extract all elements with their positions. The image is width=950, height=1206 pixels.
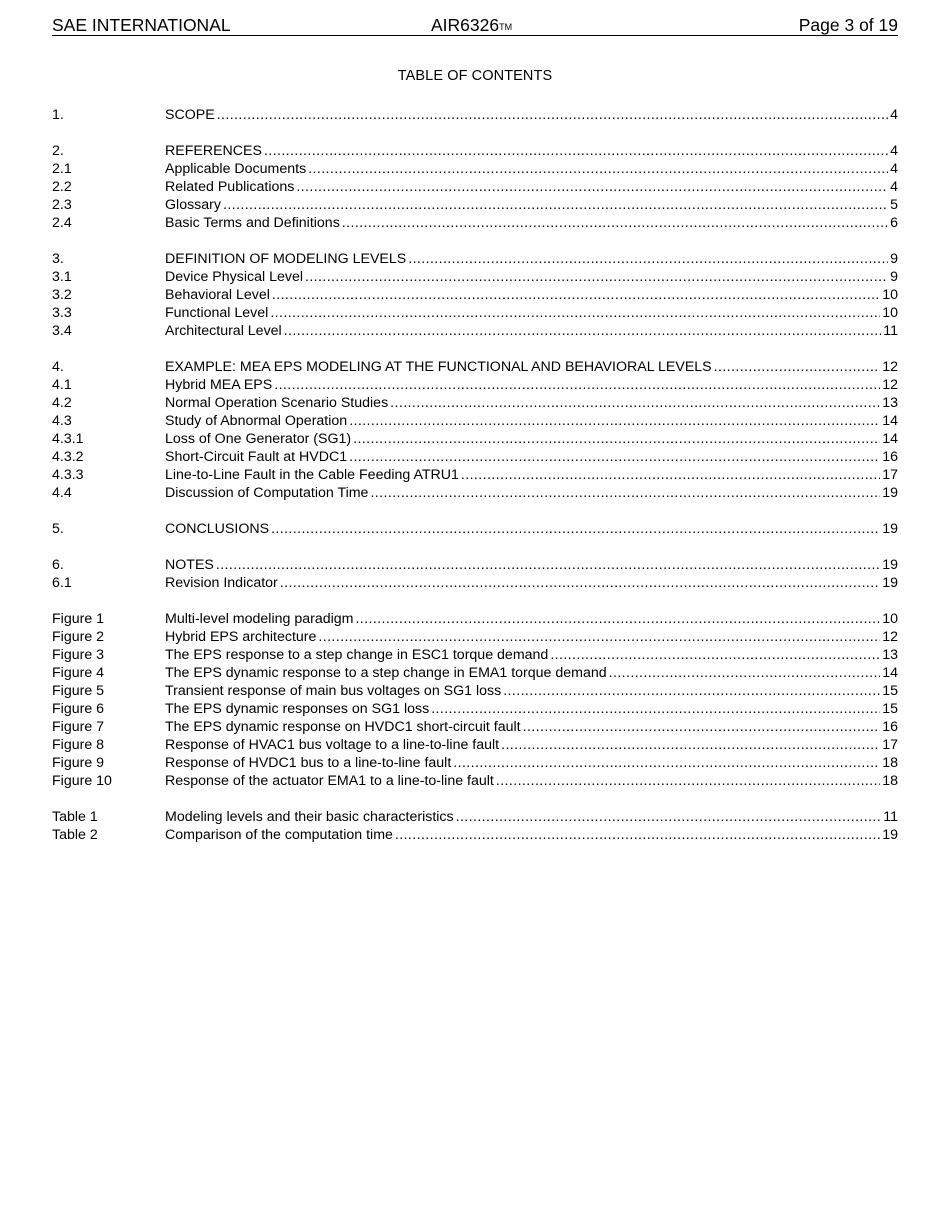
toc-entry-page: 4 bbox=[890, 161, 898, 177]
toc-entry-page: 12 bbox=[882, 629, 898, 645]
toc-entry-number: 4.3.3 bbox=[52, 467, 84, 483]
toc-entry-page: 9 bbox=[890, 251, 898, 267]
dot-leader bbox=[355, 610, 880, 628]
toc-entry-number: Figure 8 bbox=[52, 737, 105, 753]
toc-entry-leader-line bbox=[165, 160, 898, 178]
dot-leader bbox=[714, 358, 881, 376]
toc-entry-title: Related Publications bbox=[165, 179, 295, 195]
toc-entry-leader-line bbox=[165, 466, 898, 484]
toc-entry-number: 4.3.2 bbox=[52, 449, 84, 465]
toc-entry-title: DEFINITION OF MODELING LEVELS bbox=[165, 251, 407, 267]
toc-entry-number: 4.3 bbox=[52, 413, 72, 429]
toc-entry-leader-line bbox=[165, 178, 898, 196]
toc-entry-leader-line bbox=[165, 268, 898, 286]
document-number bbox=[431, 15, 512, 35]
toc-entry-number: Figure 3 bbox=[52, 647, 105, 663]
toc-entry-number: 5. bbox=[52, 521, 64, 537]
toc-entry-leader-line bbox=[165, 484, 898, 502]
toc-entry-leader-line bbox=[165, 142, 898, 160]
table-of-contents bbox=[52, 106, 898, 862]
dot-leader bbox=[609, 664, 881, 682]
toc-entry-number: 3.1 bbox=[52, 269, 72, 285]
toc-entry-leader-line bbox=[165, 664, 898, 682]
toc-entry-title: Revision Indicator bbox=[165, 575, 278, 591]
toc-title: TABLE OF CONTENTS bbox=[397, 68, 553, 84]
toc-entry[interactable] bbox=[52, 610, 898, 628]
toc-entry[interactable] bbox=[52, 304, 898, 322]
toc-entry-number: Figure 1 bbox=[52, 611, 105, 627]
dot-leader bbox=[550, 646, 880, 664]
toc-entry[interactable] bbox=[52, 196, 898, 214]
toc-entry-leader-line bbox=[165, 646, 898, 664]
toc-entry-title: Comparison of the computation time bbox=[165, 827, 393, 843]
toc-entry-number: 3. bbox=[52, 251, 64, 267]
toc-entry-title: EXAMPLE: MEA EPS MODELING AT THE FUNCTIONAL AND BEHAVIORAL LEVELS bbox=[165, 359, 712, 375]
toc-group bbox=[52, 808, 898, 844]
toc-entry-title: Response of HVDC1 bus to a line-to-line fault bbox=[165, 755, 452, 771]
toc-entry-number: 4. bbox=[52, 359, 64, 375]
dot-leader bbox=[501, 736, 880, 754]
dot-leader bbox=[349, 448, 880, 466]
toc-entry-title: The EPS dynamic responses on SG1 loss bbox=[165, 701, 430, 717]
toc-entry-number: 3.2 bbox=[52, 287, 72, 303]
toc-entry-page: 19 bbox=[882, 557, 898, 573]
dot-leader bbox=[453, 754, 880, 772]
toc-entry[interactable] bbox=[52, 448, 898, 466]
toc-entry-page: 12 bbox=[882, 359, 898, 375]
toc-entry-page: 6 bbox=[890, 215, 898, 231]
toc-entry-leader-line bbox=[165, 736, 898, 754]
toc-entry-title: Glossary bbox=[165, 197, 221, 213]
toc-entry[interactable] bbox=[52, 718, 898, 736]
toc-entry-leader-line bbox=[165, 556, 898, 574]
toc-entry[interactable] bbox=[52, 160, 898, 178]
toc-entry[interactable] bbox=[52, 556, 898, 574]
toc-entry-title: The EPS response to a step change in ESC1 torque demand bbox=[165, 647, 549, 663]
dot-leader bbox=[274, 376, 880, 394]
toc-entry-title: Device Physical Level bbox=[165, 269, 303, 285]
toc-entry-title: Modeling levels and their basic characteristics bbox=[165, 809, 454, 825]
toc-entry-title: Applicable Documents bbox=[165, 161, 307, 177]
toc-entry-leader-line bbox=[165, 628, 898, 646]
toc-entry-leader-line bbox=[165, 304, 898, 322]
toc-group bbox=[52, 556, 898, 592]
dot-leader bbox=[395, 826, 880, 844]
dot-leader bbox=[318, 628, 880, 646]
toc-entry-number: Figure 6 bbox=[52, 701, 105, 717]
document-number-text: AIR6326 bbox=[431, 15, 500, 35]
toc-entry-title: Short-Circuit Fault at HVDC1 bbox=[165, 449, 348, 465]
toc-entry-title: Loss of One Generator (SG1) bbox=[165, 431, 352, 447]
dot-leader bbox=[349, 412, 880, 430]
toc-entry-leader-line bbox=[165, 610, 898, 628]
toc-entry-number: 6.1 bbox=[52, 575, 72, 591]
toc-entry[interactable] bbox=[52, 628, 898, 646]
dot-leader bbox=[280, 574, 880, 592]
dot-leader bbox=[456, 808, 882, 826]
dot-leader bbox=[271, 520, 880, 538]
toc-entry-title: Transient response of main bus voltages on SG1 loss bbox=[165, 683, 502, 699]
toc-entry-number: Figure 10 bbox=[52, 773, 112, 789]
toc-entry[interactable] bbox=[52, 430, 898, 448]
toc-entry-number: Figure 2 bbox=[52, 629, 105, 645]
toc-entry-title: Architectural Level bbox=[165, 323, 282, 339]
toc-entry[interactable] bbox=[52, 358, 898, 376]
toc-entry-page: 18 bbox=[882, 755, 898, 771]
dot-leader bbox=[217, 106, 888, 124]
toc-entry-number: 2. bbox=[52, 143, 64, 159]
dot-leader bbox=[496, 772, 880, 790]
toc-entry-leader-line bbox=[165, 718, 898, 736]
toc-entry-leader-line bbox=[165, 772, 898, 790]
toc-entry-title: NOTES bbox=[165, 557, 214, 573]
toc-entry-number: Figure 4 bbox=[52, 665, 105, 681]
toc-entry-number: 3.3 bbox=[52, 305, 72, 321]
toc-entry-title: Normal Operation Scenario Studies bbox=[165, 395, 389, 411]
toc-entry[interactable] bbox=[52, 484, 898, 502]
toc-entry-title: Discussion of Computation Time bbox=[165, 485, 369, 501]
toc-entry[interactable] bbox=[52, 142, 898, 160]
toc-entry-title: Functional Level bbox=[165, 305, 269, 321]
toc-entry-number: Table 2 bbox=[52, 827, 98, 843]
toc-entry-leader-line bbox=[165, 412, 898, 430]
toc-entry-page: 4 bbox=[890, 179, 898, 195]
toc-entry-number: Figure 7 bbox=[52, 719, 105, 735]
toc-entry-number: 2.4 bbox=[52, 215, 72, 231]
toc-entry-title: REFERENCES bbox=[165, 143, 262, 159]
toc-entry-page: 14 bbox=[882, 431, 898, 447]
toc-entry-page: 13 bbox=[882, 395, 898, 411]
toc-entry[interactable] bbox=[52, 754, 898, 772]
dot-leader bbox=[370, 484, 880, 502]
page-number: Page 3 of 19 bbox=[798, 15, 898, 35]
toc-entry-page: 18 bbox=[882, 773, 898, 789]
toc-group bbox=[52, 106, 898, 124]
toc-entry-page: 5 bbox=[890, 197, 898, 213]
toc-entry-leader-line bbox=[165, 826, 898, 844]
toc-entry[interactable] bbox=[52, 286, 898, 304]
toc-entry-page: 19 bbox=[882, 575, 898, 591]
toc-entry[interactable] bbox=[52, 682, 898, 700]
toc-entry-title: Hybrid EPS architecture bbox=[165, 629, 317, 645]
toc-entry-number: 2.3 bbox=[52, 197, 72, 213]
toc-entry-page: 15 bbox=[882, 683, 898, 699]
toc-entry-page: 10 bbox=[882, 287, 898, 303]
toc-entry-page: 13 bbox=[882, 647, 898, 663]
toc-entry-page: 14 bbox=[882, 665, 898, 681]
toc-entry-page: 11 bbox=[883, 323, 898, 339]
toc-entry-leader-line bbox=[165, 430, 898, 448]
dot-leader bbox=[270, 304, 880, 322]
dot-leader bbox=[305, 268, 888, 286]
toc-entry-number: 1. bbox=[52, 107, 64, 123]
toc-entry-leader-line bbox=[165, 394, 898, 412]
toc-entry-leader-line bbox=[165, 682, 898, 700]
toc-entry-number: 2.2 bbox=[52, 179, 72, 195]
organization-name: SAE INTERNATIONAL bbox=[52, 15, 231, 35]
toc-entry-page: 19 bbox=[882, 827, 898, 843]
toc-entry-title: The EPS dynamic response on HVDC1 short-circuit fault bbox=[165, 719, 521, 735]
toc-entry-leader-line bbox=[165, 574, 898, 592]
trademark-mark: TM bbox=[499, 22, 513, 32]
toc-entry-number: 3.4 bbox=[52, 323, 72, 339]
toc-entry-leader-line bbox=[165, 322, 898, 340]
toc-entry-page: 19 bbox=[882, 521, 898, 537]
toc-entry-page: 4 bbox=[890, 143, 898, 159]
toc-entry-page: 19 bbox=[882, 485, 898, 501]
dot-leader bbox=[408, 250, 888, 268]
toc-entry-number: Figure 5 bbox=[52, 683, 105, 699]
toc-entry-leader-line bbox=[165, 214, 898, 232]
toc-entry-page: 17 bbox=[882, 737, 898, 753]
toc-entry[interactable] bbox=[52, 808, 898, 826]
toc-entry[interactable] bbox=[52, 376, 898, 394]
toc-entry-page: 17 bbox=[882, 467, 898, 483]
toc-entry-title: SCOPE bbox=[165, 107, 215, 123]
toc-entry[interactable] bbox=[52, 412, 898, 430]
toc-entry[interactable] bbox=[52, 466, 898, 484]
toc-entry-leader-line bbox=[165, 106, 898, 124]
toc-entry-leader-line bbox=[165, 520, 898, 538]
toc-entry-page: 11 bbox=[883, 809, 898, 825]
toc-entry-leader-line bbox=[165, 808, 898, 826]
toc-group bbox=[52, 358, 898, 502]
toc-entry[interactable] bbox=[52, 772, 898, 790]
toc-entry-page: 12 bbox=[882, 377, 898, 393]
dot-leader bbox=[272, 286, 880, 304]
toc-entry[interactable] bbox=[52, 322, 898, 340]
toc-entry-number: 4.4 bbox=[52, 485, 72, 501]
dot-leader bbox=[503, 682, 880, 700]
toc-entry-title: Hybrid MEA EPS bbox=[165, 377, 273, 393]
toc-entry-page: 10 bbox=[882, 305, 898, 321]
toc-entry-title: Line-to-Line Fault in the Cable Feeding ATRU1 bbox=[165, 467, 459, 483]
toc-group bbox=[52, 610, 898, 790]
toc-group bbox=[52, 142, 898, 232]
toc-entry[interactable] bbox=[52, 664, 898, 682]
toc-entry[interactable] bbox=[52, 106, 898, 124]
dot-leader bbox=[353, 430, 880, 448]
dot-leader bbox=[296, 178, 888, 196]
toc-entry-title: The EPS dynamic response to a step change in EMA1 torque demand bbox=[165, 665, 607, 681]
toc-entry-page: 16 bbox=[882, 449, 898, 465]
toc-group bbox=[52, 520, 898, 538]
toc-entry-leader-line bbox=[165, 448, 898, 466]
toc-entry[interactable] bbox=[52, 826, 898, 844]
toc-entry-page: 4 bbox=[890, 107, 898, 123]
toc-entry-leader-line bbox=[165, 286, 898, 304]
dot-leader bbox=[264, 142, 888, 160]
toc-entry[interactable] bbox=[52, 178, 898, 196]
toc-entry-number: 6. bbox=[52, 557, 64, 573]
toc-entry-leader-line bbox=[165, 376, 898, 394]
toc-entry-page: 9 bbox=[890, 269, 898, 285]
toc-entry-number: 2.1 bbox=[52, 161, 72, 177]
toc-entry-leader-line bbox=[165, 196, 898, 214]
toc-entry-leader-line bbox=[165, 700, 898, 718]
toc-entry-title: Response of the actuator EMA1 to a line-to-line fault bbox=[165, 773, 494, 789]
dot-leader bbox=[284, 322, 882, 340]
toc-entry-page: 10 bbox=[882, 611, 898, 627]
dot-leader bbox=[523, 718, 881, 736]
toc-entry-page: 15 bbox=[882, 701, 898, 717]
dot-leader bbox=[342, 214, 888, 232]
toc-entry-number: 4.3.1 bbox=[52, 431, 84, 447]
dot-leader bbox=[390, 394, 880, 412]
dot-leader bbox=[308, 160, 888, 178]
toc-entry-title: Response of HVAC1 bus voltage to a line-to-line fault bbox=[165, 737, 500, 753]
toc-entry-leader-line bbox=[165, 358, 898, 376]
toc-entry-title: CONCLUSIONS bbox=[165, 521, 270, 537]
dot-leader bbox=[431, 700, 880, 718]
toc-entry-title: Study of Abnormal Operation bbox=[165, 413, 348, 429]
toc-entry-title: Multi-level modeling paradigm bbox=[165, 611, 354, 627]
dot-leader bbox=[216, 556, 880, 574]
toc-entry-page: 16 bbox=[882, 719, 898, 735]
page-header bbox=[52, 15, 898, 36]
dot-leader bbox=[223, 196, 888, 214]
toc-entry[interactable] bbox=[52, 250, 898, 268]
toc-entry-title: Basic Terms and Definitions bbox=[165, 215, 340, 231]
toc-entry-number: 4.1 bbox=[52, 377, 72, 393]
toc-entry[interactable] bbox=[52, 520, 898, 538]
toc-entry-number: 4.2 bbox=[52, 395, 72, 411]
toc-entry[interactable] bbox=[52, 268, 898, 286]
toc-entry-leader-line bbox=[165, 754, 898, 772]
toc-entry-page: 14 bbox=[882, 413, 898, 429]
toc-entry[interactable] bbox=[52, 394, 898, 412]
toc-entry[interactable] bbox=[52, 574, 898, 592]
toc-entry[interactable] bbox=[52, 736, 898, 754]
toc-entry[interactable] bbox=[52, 646, 898, 664]
toc-entry-number: Table 1 bbox=[52, 809, 98, 825]
toc-entry-number: Figure 9 bbox=[52, 755, 105, 771]
toc-entry-leader-line bbox=[165, 250, 898, 268]
toc-entry-title: Behavioral Level bbox=[165, 287, 270, 303]
dot-leader bbox=[461, 466, 880, 484]
toc-entry[interactable] bbox=[52, 214, 898, 232]
toc-entry[interactable] bbox=[52, 700, 898, 718]
toc-group bbox=[52, 250, 898, 340]
